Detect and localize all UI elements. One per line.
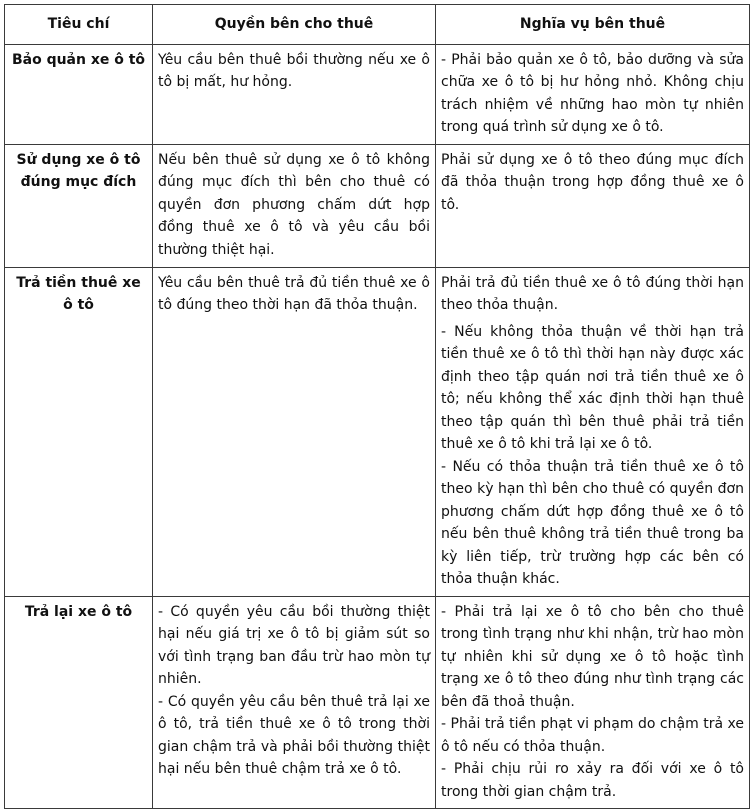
cell-paragraph: - Có quyền yêu cầu bồi thường thiệt hại nếu giá trị xe ô tô bị giảm sút so với tình trạng ban đầu trừ hao mòn tự nhiên.: [158, 603, 430, 687]
cell-paragraph: - Phải bảo quản xe ô tô, bảo dưỡng và sửa chữa xe ô tô bị hư hỏng nhỏ. Không chịu trách nhiệm về những hao mòn tự nhiên trong quá trình sử dụng xe ô tô.: [441, 51, 744, 135]
header-row: [5, 5, 750, 45]
lessor-rights-cell: [153, 267, 436, 596]
criterion-cell: Trả lại xe ô tô: [5, 596, 153, 809]
table-row: [5, 267, 750, 596]
lessee-duties-cell: [436, 267, 750, 596]
header-criterion: Tiêu chí: [5, 5, 153, 45]
table-row: [5, 44, 750, 144]
lessor-rights-cell: [153, 144, 436, 267]
cell-paragraph: Yêu cầu bên thuê trả đủ tiền thuê xe ô tô đúng theo thời hạn đã thỏa thuận.: [158, 274, 430, 313]
cell-paragraph: - Phải trả lại xe ô tô cho bên cho thuê trong tình trạng như khi nhận, trừ hao mòn tự nhiên khi sử dụng xe ô tô hoặc tình trạng xe ô tô theo đúng như tình trạng các bên đã thoả thuận.: [441, 603, 744, 710]
lessee-duties-cell: [436, 44, 750, 144]
criterion-cell: Bảo quản xe ô tô: [5, 44, 153, 144]
cell-paragraph: - Phải chịu rủi ro xảy ra đối với xe ô tô trong thời gian chậm trả.: [441, 761, 744, 800]
header-lessor-rights: Quyền bên cho thuê: [153, 5, 436, 45]
criterion-cell: Trả tiền thuê xe ô tô: [5, 267, 153, 596]
lessor-rights-cell: [153, 44, 436, 144]
cell-paragraph: Nếu bên thuê sử dụng xe ô tô không đúng mục đích thì bên cho thuê có quyền đơn phương chấm dứt hợp đồng thuê xe ô tô và yêu cầu bồi thường thiệt hại.: [158, 151, 430, 258]
cell-paragraph: - Phải trả tiền phạt vi phạm do chậm trả xe ô tô nếu có thỏa thuận.: [441, 716, 744, 755]
header-lessee-duties: Nghĩa vụ bên thuê: [436, 5, 750, 45]
lessor-rights-cell: [153, 596, 436, 809]
comparison-table: [4, 4, 750, 809]
table-row: [5, 144, 750, 267]
cell-paragraph: Phải trả đủ tiền thuê xe ô tô đúng thời hạn theo thỏa thuận.: [441, 274, 744, 313]
lessee-duties-cell: [436, 596, 750, 809]
cell-paragraph: Yêu cầu bên thuê bồi thường nếu xe ô tô bị mất, hư hỏng.: [158, 51, 430, 90]
cell-paragraph: - Nếu không thỏa thuận về thời hạn trả tiền thuê xe ô tô thì thời hạn này được xác định theo tập quán nơi trả tiền thuê xe ô tô; nếu không thể xác định thời hạn thuê theo tập quán thì bên thuê phải trả tiền thuê xe ô tô khi trả lại xe ô tô.: [441, 323, 744, 452]
table-row: [5, 596, 750, 809]
cell-paragraph: - Nếu có thỏa thuận trả tiền thuê xe ô tô theo kỳ hạn thì bên cho thuê có quyền đơn phương chấm dứt hợp đồng thuê xe ô tô nếu bên thuê không trả tiền thuê trong ba kỳ liên tiếp, trừ trường hợp các bên có thỏa thuận khác.: [441, 458, 744, 587]
criterion-cell: Sử dụng xe ô tô đúng mục đích: [5, 144, 153, 267]
cell-paragraph: Phải sử dụng xe ô tô theo đúng mục đích đã thỏa thuận trong hợp đồng thuê xe ô tô.: [441, 151, 744, 213]
cell-paragraph: - Có quyền yêu cầu bên thuê trả lại xe ô tô, trả tiền thuê xe ô tô trong thời gian chậm trả và phải bồi thường thiệt hại nếu bên thuê chậm trả xe ô tô.: [158, 693, 430, 777]
lessee-duties-cell: [436, 144, 750, 267]
